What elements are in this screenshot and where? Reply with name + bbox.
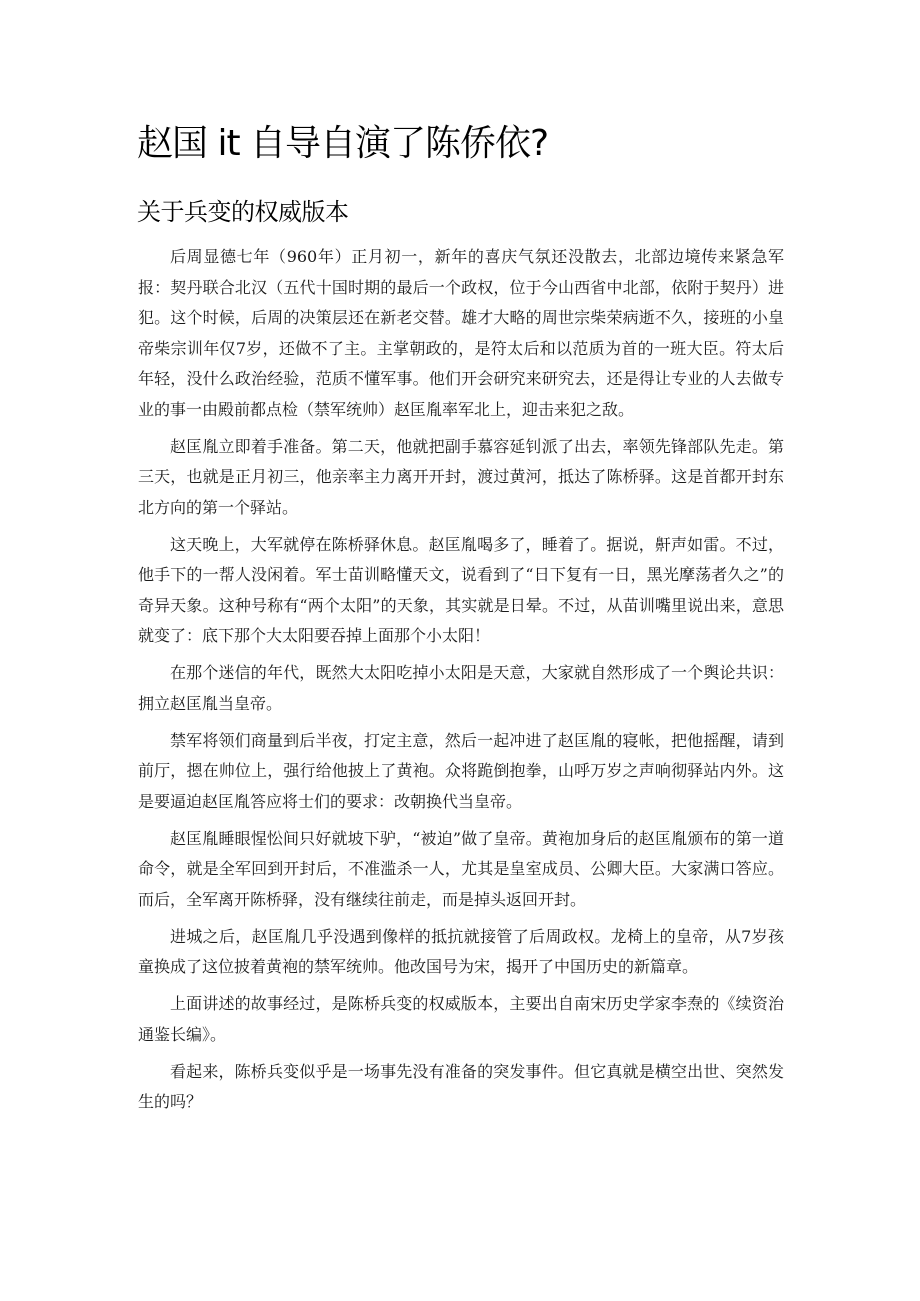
paragraph-9: 看起来，陈桥兵变似乎是一场事先没有准备的突发事件。但它真就是横空出世、突然发生的吗？ [138, 1061, 784, 1111]
paragraph-3: 这天晚上，大军就停在陈桥驿休息。赵匡胤喝多了，睡着了。据说，鼾声如雷。不过，他手下的一帮人没闲着。军士苗训略懂天文，说看到了“日下复有一日，黑光摩荡者久之”的奇异天象。这种号称有“两个太阳”的天象，其实就是日晕。不过，从苗训嘴里说出来，意思就变了：底下那个大太阳要吞掉上面那个小太阳！ [138, 534, 784, 645]
paragraph-7: 进城之后，赵匡胤几乎没遇到像样的抵抗就接管了后周政权。龙椅上的皇帝，从7岁孩童换成了这位披着黄袍的禁军统帅。他改国号为宋，揭开了中国历史的新篇章。 [138, 926, 784, 976]
paragraph-8: 上面讲述的故事经过，是陈桥兵变的权威版本，主要出自南宋历史学家李焘的《续资治通鉴长编》。 [138, 994, 784, 1044]
document-title: 赵国 it 自导自演了陈侨依? [137, 123, 549, 164]
paragraph-6: 赵匡胤睡眼惺忪间只好就坡下驴，“被迫”做了皇帝。黄袍加身后的赵匡胤颁布的第一道命令，就是全军回到开封后，不准滥杀一人，尤其是皇室成员、公卿大臣。大家满口答应。而后，全军离开陈桥驿，没有继续往前走，而是掉头返回开封。 [138, 828, 784, 909]
paragraph-4: 在那个迷信的年代，既然大太阳吃掉小太阳是天意，大家就自然形成了一个舆论共识：拥立赵匡胤当皇帝。 [138, 663, 784, 713]
paragraph-2: 赵匡胤立即着手准备。第二天，他就把副手慕容延钊派了出去，率领先锋部队先走。第三天，也就是正月初三，他亲率主力离开开封，渡过黄河，抵达了陈桥驿。这是首都开封东北方向的第一个驿站。 [138, 436, 784, 517]
body-text [138, 242, 784, 1124]
section-heading: 关于兵变的权威版本 [137, 198, 349, 226]
paragraph-1: 后周显德七年（960年）正月初一，新年的喜庆气氛还没散去，北部边境传来紧急军报：契丹联合北汉（五代十国时期的最后一个政权，位于今山西省中北部，依附于契丹）进犯。这个时候，后周的决策层还在新老交替。雄才大略的周世宗柴荣病逝不久，接班的小皇帝柴宗训年仅7岁，还做不了主。主掌朝政的，是符太后和以范质为首的一班大臣。符太后年轻，没什么政治经验，范质不懂军事。他们开会研究来研究去，还是得让专业的人去做专业的事一由殿前都点检（禁军统帅）赵匡胤率军北上，迎击来犯之敌。 [138, 247, 784, 419]
paragraph-5: 禁军将领们商量到后半夜，打定主意，然后一起冲进了赵匡胤的寝帐，把他摇醒，请到前厅，摁在帅位上，强行给他披上了黄袍。众将跪倒抱拳，山呼万岁之声响彻驿站内外。这是要逼迫赵匡胤答应将士们的要求：改朝换代当皇帝。 [138, 730, 784, 811]
